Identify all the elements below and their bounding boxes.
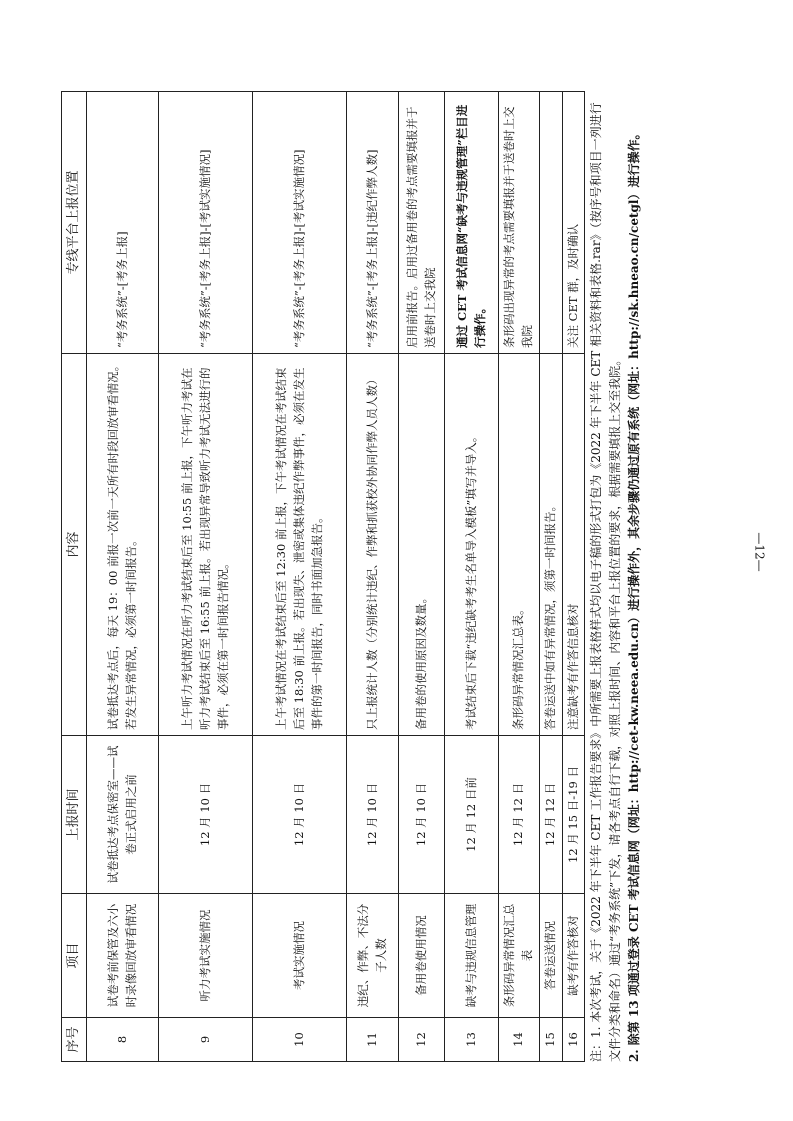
row-content: 考试结束后下载“违纪缺考考生名单导入模板”填写并导入。 [445,354,499,736]
row-number: 8 [87,1018,159,1062]
row-location: 通过 CET 考试信息网“缺考与违规管理”栏目进行操作。 [445,92,499,354]
row-location: “考务系统”-[考务上报] [87,92,159,354]
row-item: 试卷考前保管及六小时录像回放审看情况 [87,894,159,1018]
row-location: “考务系统”-[考务上报]-[违纪作弊人数] [347,92,399,354]
row-item: 听力考试实施情况 [159,894,253,1018]
row-time: 12 月 12 日前 [445,736,499,894]
row-number: 14 [499,1018,540,1062]
row-number: 10 [253,1018,347,1062]
page-number: —12— [752,532,767,572]
row-number: 13 [445,1018,499,1062]
header-time: 上报时间 [62,736,87,894]
row-content: 答卷运送中如有异常情况，须第一时间报告。 [539,354,562,736]
table-header-row [62,92,87,1062]
note-1: 注：1. 本次考试，关于《2022 年下半年 CET 工作报告要求》中所需要上报表格样式均以电子稿的形式打包为《2022 年下半年 CET 相关资料和表格.rar》（按序号和项目一列进行文件分类和命名）通过“考务系统”下发，请各考点自行下载，对照上报时间、内容和平台上报位置的要求，根据需要填报上交至我院。 [589,102,622,1062]
row-item: 考试实施情况 [253,894,347,1018]
note-2: 2. 除第 13 项通过登录 CET 考试信息网（网址：http://cet-kw.neea.edu.cn）进行操作外，其余步骤仍通过原有系统（网址：http://sk.hneao.cn/cetgl）进行操作。 [626,127,641,1062]
row-location: “考务系统”-[考务上报]-[考试实施情况] [253,92,347,354]
header-no: 序号 [62,1018,87,1062]
row-content: 备用卷的使用原因及数量。 [399,354,445,736]
report-table [61,91,585,1062]
row-number: 12 [399,1018,445,1062]
table-row [87,92,159,1062]
table-row [499,92,540,1062]
row-time: 12 月 10 日 [399,736,445,894]
table-row [253,92,347,1062]
row-item: 备用卷使用情况 [399,894,445,1018]
header-content: 内容 [62,354,87,736]
row-time: 12 月 10 日 [347,736,399,894]
row-location: 启用前报告。启用过备用卷的考点需要填报并于送卷时上交我院 [399,92,445,354]
row-location: 条形码出现异常的考点需要填报并于送卷时上交我院 [499,92,540,354]
row-content: 上午听力考试情况在听力考试结束后至 10:55 前上报，下午听力考试在听力考试结束后至 16:55 前上报。若出现异常导致听力考试无法进行的事件，必须在第一时间报告情况。 [159,354,253,736]
row-item: 条形码异常情况汇总表 [499,894,540,1018]
table-body [87,92,585,1062]
row-number: 9 [159,1018,253,1062]
row-number: 15 [539,1018,562,1062]
row-content: 条形码异常情况汇总表。 [499,354,540,736]
table-row [445,92,499,1062]
row-time: 12 月 12 日 [499,736,540,894]
table-row [159,92,253,1062]
row-content: 只上报统计人数（分别统计违纪、作弊和抓获校外协同作弊人员人数） [347,354,399,736]
row-content: 注意缺考有作答信息核对 [562,354,585,736]
row-content: 上午考试情况在考试结束后至 12:30 前上报，下午考试情况在考试结束后至 18:30 前上报。若出现失、泄密或集体违纪作弊事件，必须在发生事件的第一时间报告，同时书面加急报告。 [253,354,347,736]
header-location: 专线平台上报位置 [62,92,87,354]
table-row [347,92,399,1062]
rotated-page-content [61,77,701,1062]
row-time: 试卷抵达考点保密室——试卷正式启用之前 [87,736,159,894]
row-time: 12 月 10 日 [253,736,347,894]
notes [587,92,643,1062]
row-number: 16 [562,1018,585,1062]
table-row [562,92,585,1062]
row-content: 试卷抵达考点后，每天 19：00 前报一次前一天所有时段回放审看情况。若发生异常情况，必须第一时间报告。 [87,354,159,736]
row-time: 12 月 10 日 [159,736,253,894]
row-time: 12 月 15 日-19 日 [562,736,585,894]
row-location: “考务系统”-[考务上报]-[考试实施情况] [159,92,253,354]
row-time: 12 月 12 日 [539,736,562,894]
row-item: 违纪、作弊、不法分子人数 [347,894,399,1018]
row-item: 缺考有作答核对 [562,894,585,1018]
row-number: 11 [347,1018,399,1062]
row-location [539,92,562,354]
table-row [399,92,445,1062]
row-item: 答卷运送情况 [539,894,562,1018]
row-location: 关注 CET 群，及时确认 [562,92,585,354]
row-item: 缺考与违规信息管理 [445,894,499,1018]
table-row [539,92,562,1062]
header-item: 项目 [62,894,87,1018]
